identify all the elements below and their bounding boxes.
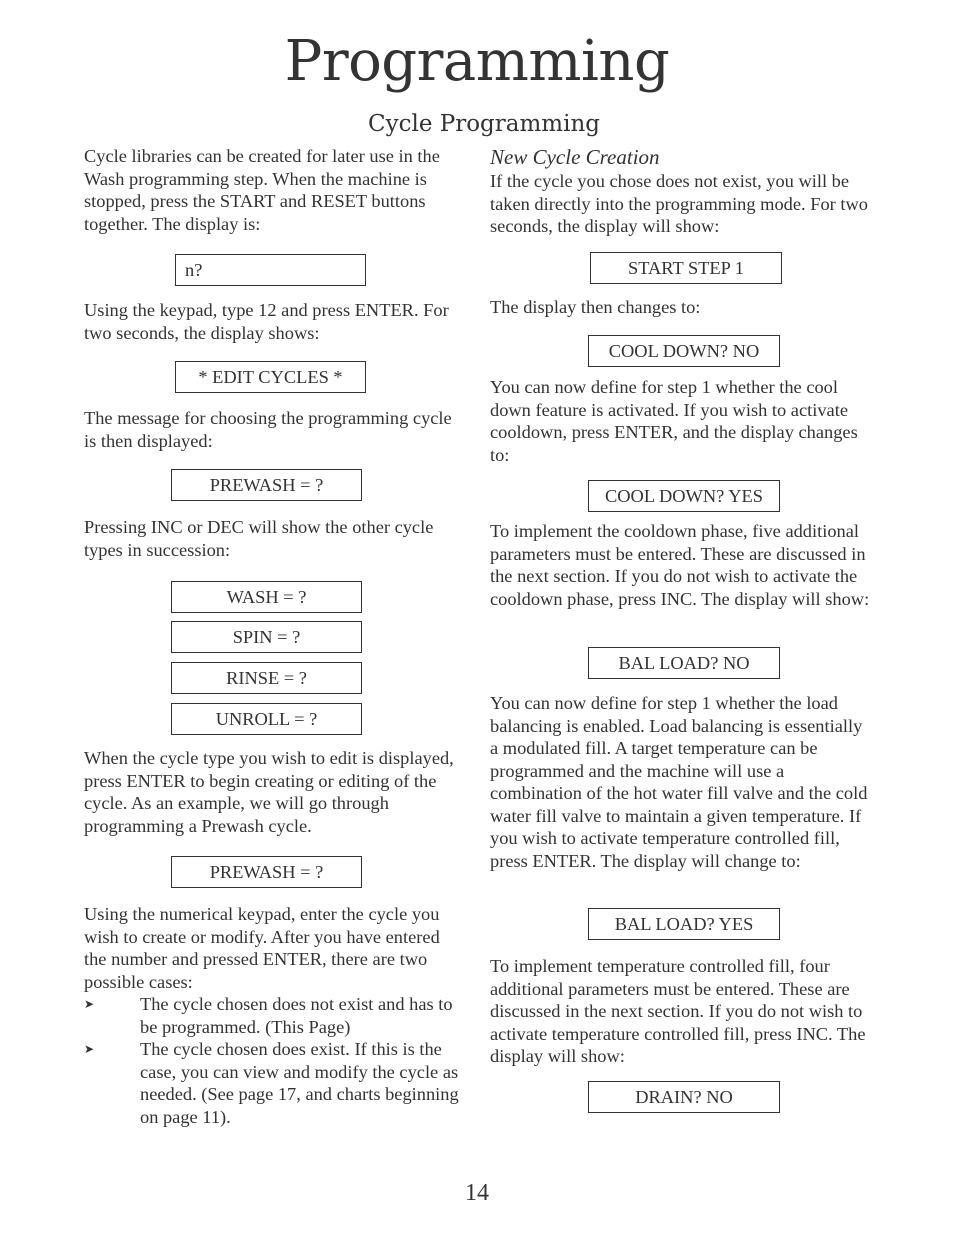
display-box-drain-no: DRAIN? NO	[588, 1081, 780, 1113]
display-box-start-step: START STEP 1	[590, 252, 782, 284]
right-paragraph-3: You can now define for step 1 whether the cool down feature is activated. If you wish to activate cooldown, press ENTER, and the display changes to:	[490, 377, 858, 465]
display-box-rinse: RINSE = ?	[171, 662, 362, 694]
section-title: Cycle Programming	[367, 111, 600, 137]
display-box-wash: WASH = ?	[171, 581, 362, 613]
bullet-arrow-icon: ➤	[84, 997, 95, 1011]
left-paragraph-3: The message for choosing the programming cycle is then displayed:	[84, 408, 452, 451]
left-paragraph-4: Pressing INC or DEC will show the other cycle types in succession:	[84, 517, 434, 560]
display-box-n: n?	[175, 254, 366, 286]
left-paragraph-5: When the cycle type you wish to edit is displayed, press ENTER to begin creating or editing of the cycle. As an example, we will go through programming a Prewash cycle.	[84, 748, 454, 836]
display-box-bal-load-no: BAL LOAD? NO	[588, 647, 780, 679]
display-box-spin: SPIN = ?	[171, 621, 362, 653]
bullet-list	[84, 993, 464, 1128]
display-box-prewash: PREWASH = ?	[171, 469, 362, 501]
right-paragraph-6: To implement temperature controlled fill, four additional parameters must be entered. These are discussed in the next section. If you do not wish to activate temperature controlled fill, press INC. The display will show:	[490, 956, 866, 1066]
bullet-text-1: The cycle chosen does not exist and has to be programmed. (This Page)	[140, 994, 453, 1037]
right-paragraph-2: The display then changes to:	[490, 297, 701, 317]
bullet-item-2	[84, 1038, 464, 1128]
right-paragraph-4: To implement the cooldown phase, five additional parameters must be entered. These are discussed in the next section. If you do not wish to activate the cooldown phase, press INC. The display will show:	[490, 521, 870, 609]
page-title: Programming	[284, 29, 670, 94]
bullet-arrow-icon: ➤	[84, 1042, 95, 1056]
page-number: 14	[465, 1180, 489, 1206]
display-box-prewash-2: PREWASH = ?	[171, 856, 362, 888]
bullet-item-1	[84, 993, 464, 1038]
right-paragraph-1: If the cycle you chose does not exist, you will be taken directly into the programming mode. For two seconds, the display will show:	[490, 171, 868, 236]
display-box-cool-down-yes: COOL DOWN? YES	[588, 480, 780, 512]
left-paragraph-1: Cycle libraries can be created for later use in the Wash programming step. When the machine is stopped, press the START and RESET buttons together. The display is:	[84, 146, 440, 234]
left-paragraph-6: Using the numerical keypad, enter the cycle you wish to create or modify. After you have entered the number and pressed ENTER, there are two possible cases:	[84, 904, 440, 992]
display-box-edit-cycles: * EDIT CYCLES *	[175, 361, 366, 393]
bullet-text-2: The cycle chosen does exist. If this is the case, you can view and modify the cycle as needed. (See page 17, and charts beginning on page 11).	[140, 1039, 459, 1127]
display-box-bal-load-yes: BAL LOAD? YES	[588, 908, 780, 940]
left-paragraph-2: Using the keypad, type 12 and press ENTER. For two seconds, the display shows:	[84, 300, 449, 343]
display-box-cool-down-no: COOL DOWN? NO	[588, 335, 780, 367]
display-box-unroll: UNROLL = ?	[171, 703, 362, 735]
subsection-heading: New Cycle Creation	[490, 145, 660, 169]
right-paragraph-5: You can now define for step 1 whether the load balancing is enabled. Load balancing is essentially a modulated fill. A target temperature can be programmed and the machine will use a combination of the hot water fill valve and the cold water fill valve to maintain a given temperature. If you wish to activate temperature controlled fill, press ENTER. The display will change to:	[490, 693, 868, 871]
